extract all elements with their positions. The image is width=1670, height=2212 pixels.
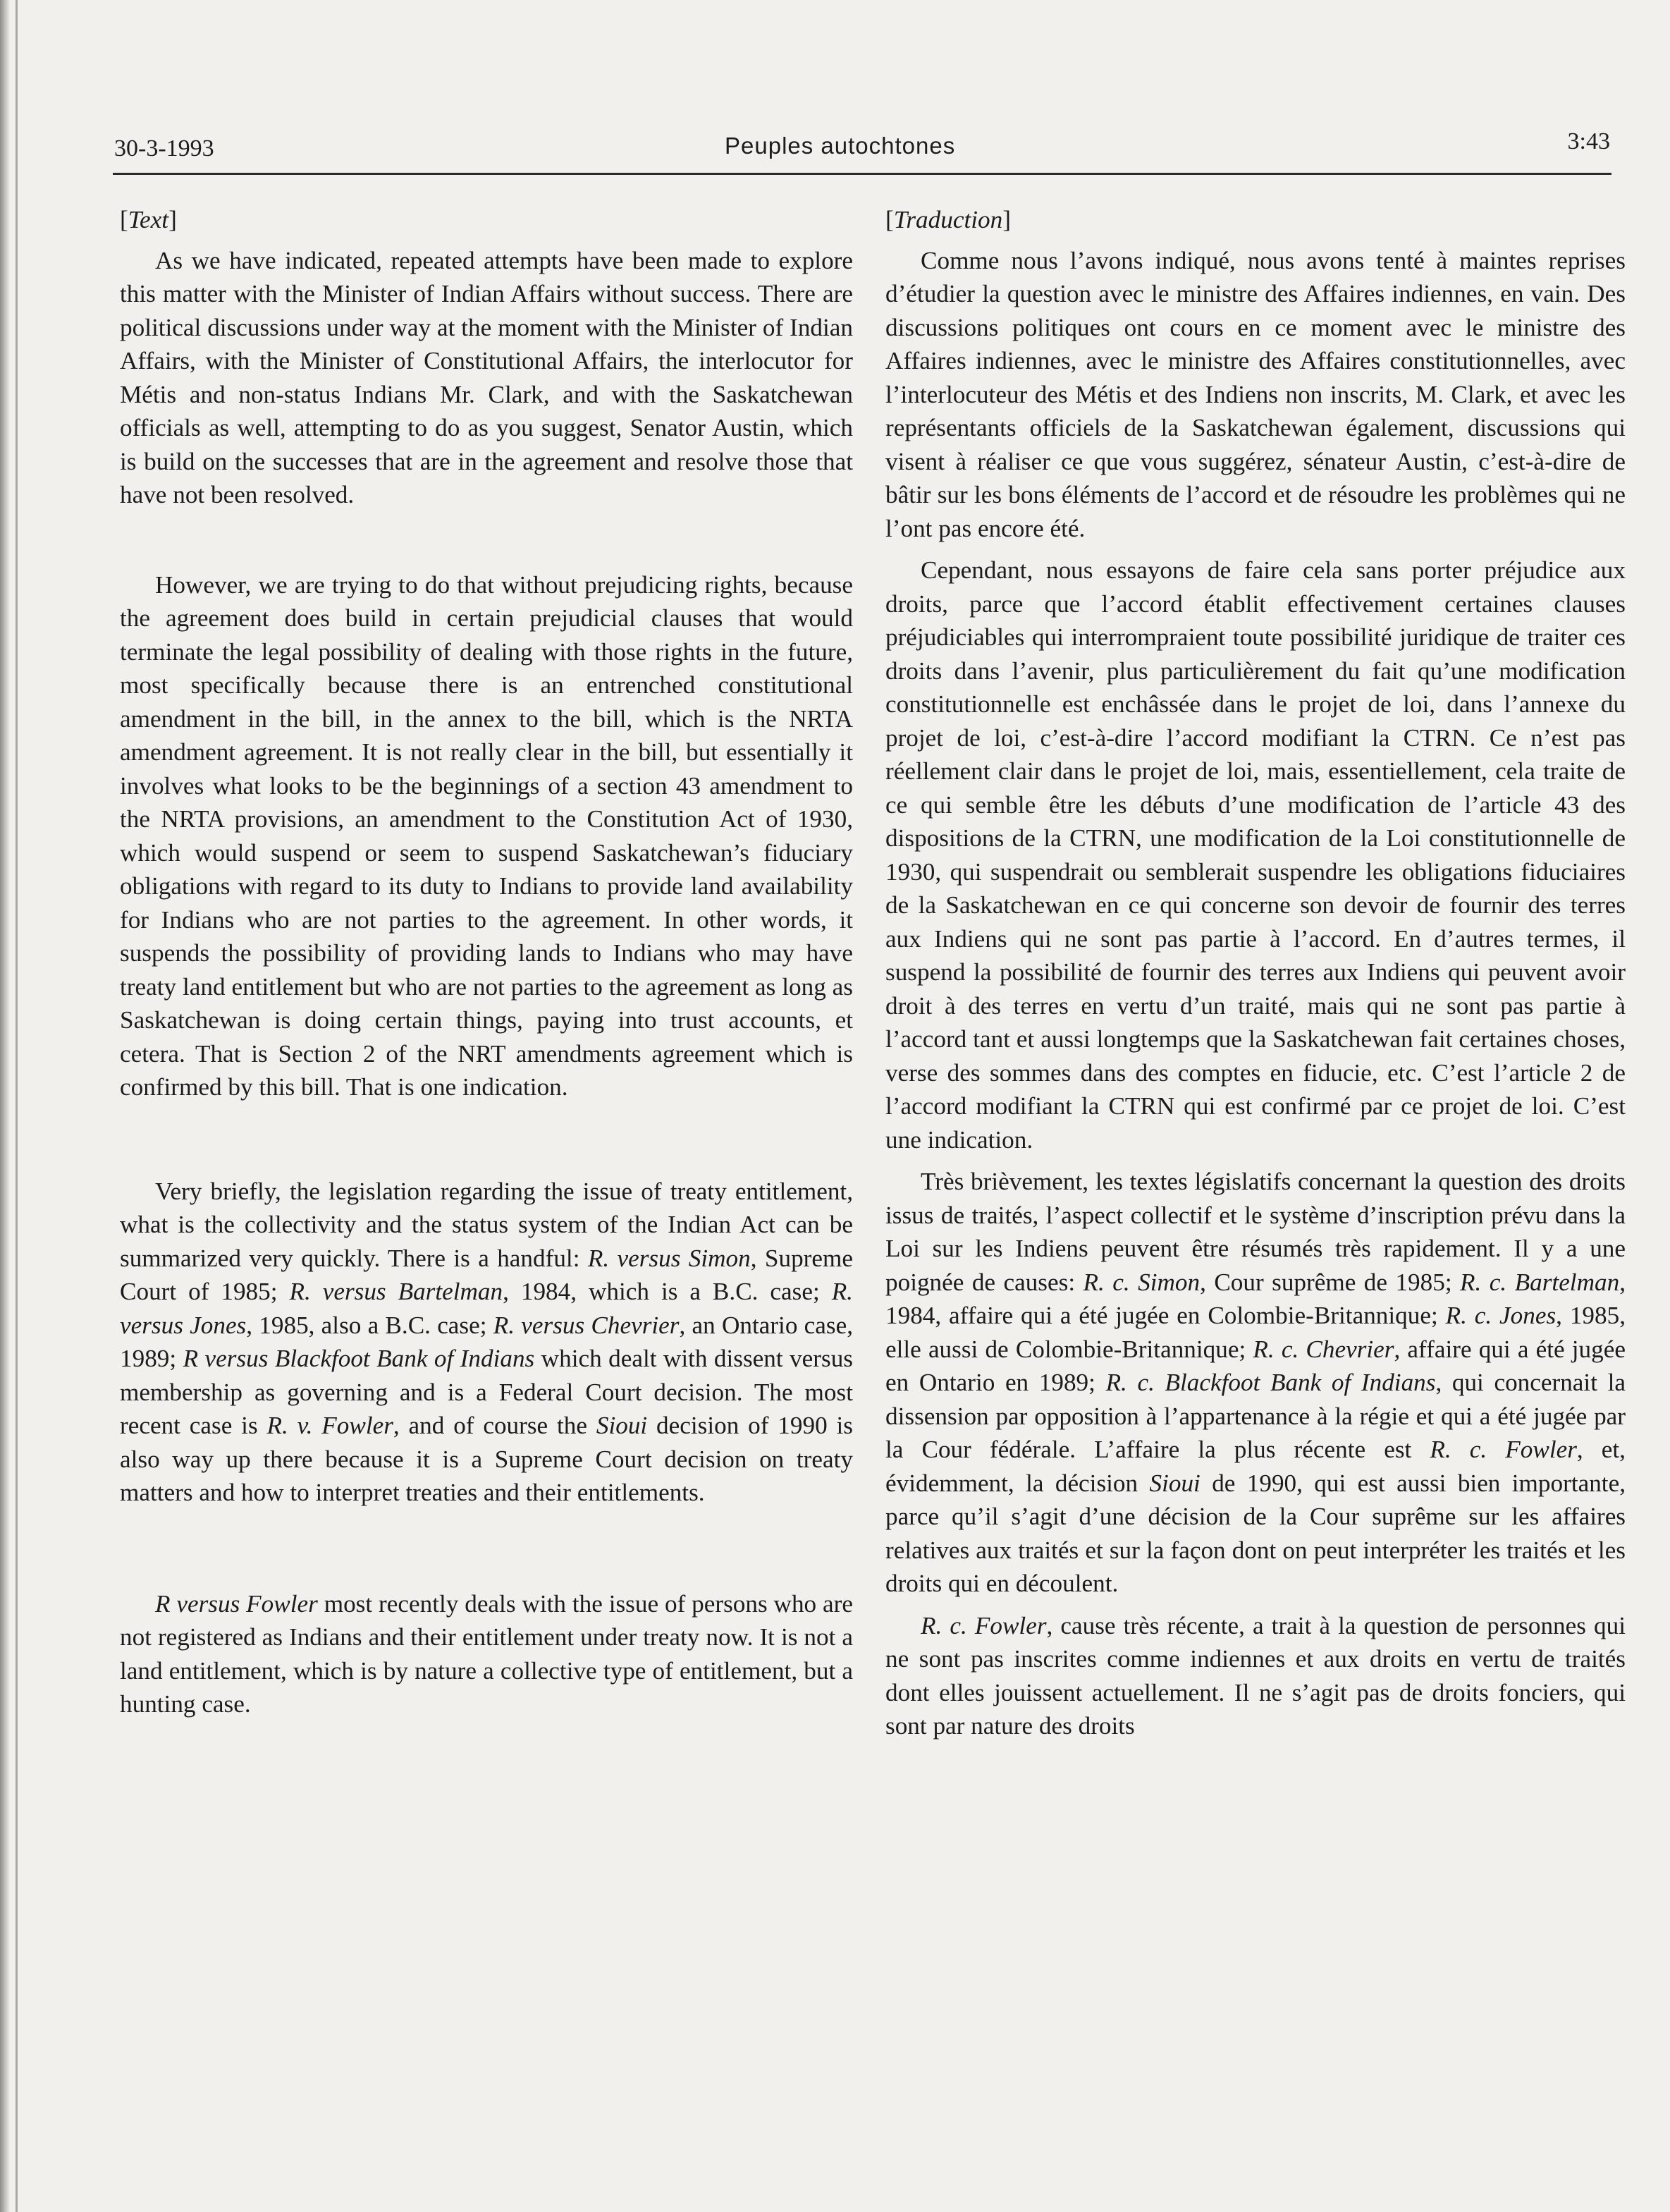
text-run: , et, évidemment, la décision <box>885 1436 1626 1497</box>
french-paragraph <box>885 244 1626 546</box>
english-paragraph <box>120 244 853 512</box>
text-run: , qui concernait la dissension par opposition à l’appartenance à la régie et qui a été jugée par la Cour fédérale. L’affaire la plus récente est <box>885 1369 1626 1463</box>
text-run: , Supreme Court of 1985; <box>120 1244 853 1305</box>
case-citation: R. v. Fowler <box>266 1412 393 1439</box>
case-citation: Sioui <box>1149 1469 1201 1497</box>
text-run: , 1984, which is a B.C. case; <box>503 1278 832 1305</box>
case-citation: R. versus Jones <box>120 1278 853 1339</box>
text-run: most recently deals with the issue of persons who are not registered as Indians and their entitlement under treaty now. It is not a land entitlement, which is by nature a collective type of entitlement, but a hunting case. <box>120 1589 853 1718</box>
case-citation: R versus Blackfoot Bank of Indians <box>183 1345 535 1372</box>
english-paragraph <box>120 1587 853 1721</box>
french-paragraph <box>885 1165 1626 1601</box>
case-citation: R versus Fowler <box>155 1589 318 1618</box>
text-run: , 1984, affaire qui a été jugée en Colombie-Britannique; <box>885 1268 1626 1329</box>
english-paragraph <box>120 1175 853 1510</box>
english-label-text: Text <box>128 206 169 233</box>
text-run: , and of course the <box>393 1412 596 1439</box>
text-run: de 1990, qui est aussi bien importante, parce qu’il s’agit d’une décision de la Cour suprême sur les affaires relatives aux traités et sur la façon dont on peut interpréter les traités et les droits qui en découlent. <box>885 1469 1626 1597</box>
case-citation: R. versus Simon <box>587 1244 751 1272</box>
header-page-number: 3:43 <box>1567 128 1610 154</box>
text-run: decision of 1990 is also way up there because it is a Supreme Court decision on treaty matters and how to interpret treaties and their entitlements. <box>120 1412 853 1506</box>
header-rule <box>113 173 1611 175</box>
english-column <box>120 203 853 1778</box>
text-run: Très brièvement, les textes législatifs concernant la question des droits issus de traités, l’aspect collectif et le système d’inscription prévu dans la Loi sur les Indiens peuvent être résumés très rapidement. Il y a une poignée de causes: <box>885 1168 1626 1296</box>
page-binding-edge <box>0 0 10 2212</box>
case-citation: R. c. Chevrier <box>1253 1335 1394 1363</box>
case-citation: R. c. Jones <box>1445 1302 1557 1329</box>
text-run: , an Ontario case, 1989; <box>120 1311 853 1372</box>
text-run: Comme nous l’avons indiqué, nous avons tenté à maintes reprises d’étudier la question avec le ministre des Affaires indiennes, en vain. Des discussions politiques ont cours en ce moment avec le ministre des Affaires indiennes, avec le ministre des Affaires constitutionnelles, avec l’interlocuteur des Métis et des Indiens non inscrits, M. Clark, et avec les représentants officiels de la Saskatchewan également, discussions qui visent à réaliser ce que vous suggérez, sénateur Austin, c’est-à-dire de bâtir sur les bons éléments de l’accord et de résoudre les problèmes qui ne l’ont pas encore été. <box>885 246 1626 542</box>
french-column-label: [Traduction] <box>885 206 1011 233</box>
french-label-text: Traduction <box>893 206 1003 233</box>
text-run: As we have indicated, repeated attempts have been made to explore this matter with the Minister of Indian Affairs without success. There are political discussions under way at the moment with the Minister of Indian Affairs, with the Minister of Constitutional Affairs, the interlocutor for Métis and non-status Indians Mr. Clark, and with the Saskatchewan officials as well, attempting to do as you suggest, Senator Austin, which is build on the successes that are in the agreement and resolve those that have not been resolved. <box>120 246 853 508</box>
case-citation: R. c. Blackfoot Bank of Indians <box>1105 1369 1436 1396</box>
text-run: Cependant, nous essayons de faire cela sans porter préjudice aux droits, parce que l’accord établit effectivement certaines clauses préjudiciables qui interrompraient toute possibilité juridique de traiter ces droits dans l’avenir, plus particulièrement du fait qu’une modification constitutionnelle est enchâssée dans le projet de loi, dans l’annexe du projet de loi, c’est-à-dire l’accord modifiant la CTRN. Ce n’est pas réellement clair dans le projet de loi, mais, essentiellement, cela traite de ce qui semble être les débuts d’une modification de l’article 43 des dispositions de la CTRN, une modification de la Loi constitutionnelle de 1930, qui suspendrait ou semblerait suspendre les obligations fiduciaires de la Saskatchewan en ce qui concerne son devoir de fournir des terres aux Indiens qui ne sont pas partie à l’accord. En d’autres termes, il suspend la possibilité de fournir des terres aux Indiens qui peuvent avoir droit à des terres en vertu d’un traité, mais qui ne sont pas partie à l’accord tant et aussi longtemps que la Saskatchewan fait certaines choses, verse des sommes dans des comptes en fiducie, etc. C’est l’article 2 de l’accord modifiant la CTRN qui est confirmé par ce projet de loi. C’est une indication. <box>885 556 1626 1154</box>
header-title: Peuples autochtones <box>725 133 956 159</box>
case-citation: Sioui <box>596 1412 648 1439</box>
text-run: , cause très récente, a trait à la question de personnes qui ne sont pas inscrites comme indiennes et aux droits en vertu de traités dont elles jouissent actuellement. Il ne s’agit pas de droits fonciers, qui sont par nature des droits <box>885 1611 1626 1740</box>
french-paragraph <box>885 1609 1626 1743</box>
text-run: Very briefly, the legislation regarding the issue of treaty entitlement, what is the collectivity and the status system of the Indian Act can be summarized very quickly. There is a handful: <box>120 1177 853 1272</box>
case-citation: R. c. Simon <box>1083 1268 1201 1296</box>
page-header <box>114 128 1610 171</box>
text-run: , Cour suprême de 1985; <box>1200 1268 1461 1296</box>
text-run: , 1985, elle aussi de Colombie-Britannique; <box>885 1302 1626 1363</box>
case-citation: R. versus Chevrier <box>493 1311 680 1339</box>
french-paragraph <box>885 554 1626 1156</box>
case-citation: R. versus Bartelman <box>289 1278 503 1305</box>
case-citation: R. c. Fowler <box>1430 1436 1577 1463</box>
page-binding-line <box>16 0 18 2212</box>
text-run: , affaire qui a été jugée en Ontario en 1989; <box>885 1335 1626 1396</box>
text-run: However, we are trying to do that without prejudicing rights, because the agreement does build in certain prejudicial clauses that would terminate the legal possibility of dealing with those rights in the future, most specifically because there is an entrenched constitutional amendment in the bill, in the annex to the bill, which is the NRTA amendment agreement. It is not really clear in the bill, but essentially it involves what looks to be the beginnings of a section 43 amendment to the NRTA provisions, an amendment to the Constitution Act of 1930, which would suspend or seem to suspend Saskatchewan’s fiduciary obligations with regard to its duty to Indians to provide land availability for Indians who are not parties to the agreement. In other words, it suspends the possibility of providing lands to Indians who may have treaty land entitlement but who are not parties to the agreement as long as Saskatchewan is doing certain things, paying into trust accounts, et cetera. That is Section 2 of the NRT amendments agreement which is confirmed by this bill. That is one indication. <box>120 570 853 1101</box>
header-date: 30-3-1993 <box>114 135 214 161</box>
case-citation: R. c. Fowler <box>921 1611 1047 1639</box>
text-run: which dealt with dissent versus membership as governing and is a Federal Court decision. The most recent case is <box>120 1345 854 1439</box>
case-citation: R. c. Bartelman <box>1460 1268 1620 1296</box>
text-run: , 1985, also a B.C. case; <box>246 1311 493 1339</box>
french-column <box>885 203 1626 1752</box>
english-paragraph <box>120 568 853 1104</box>
english-column-label: [Text] <box>120 206 177 233</box>
